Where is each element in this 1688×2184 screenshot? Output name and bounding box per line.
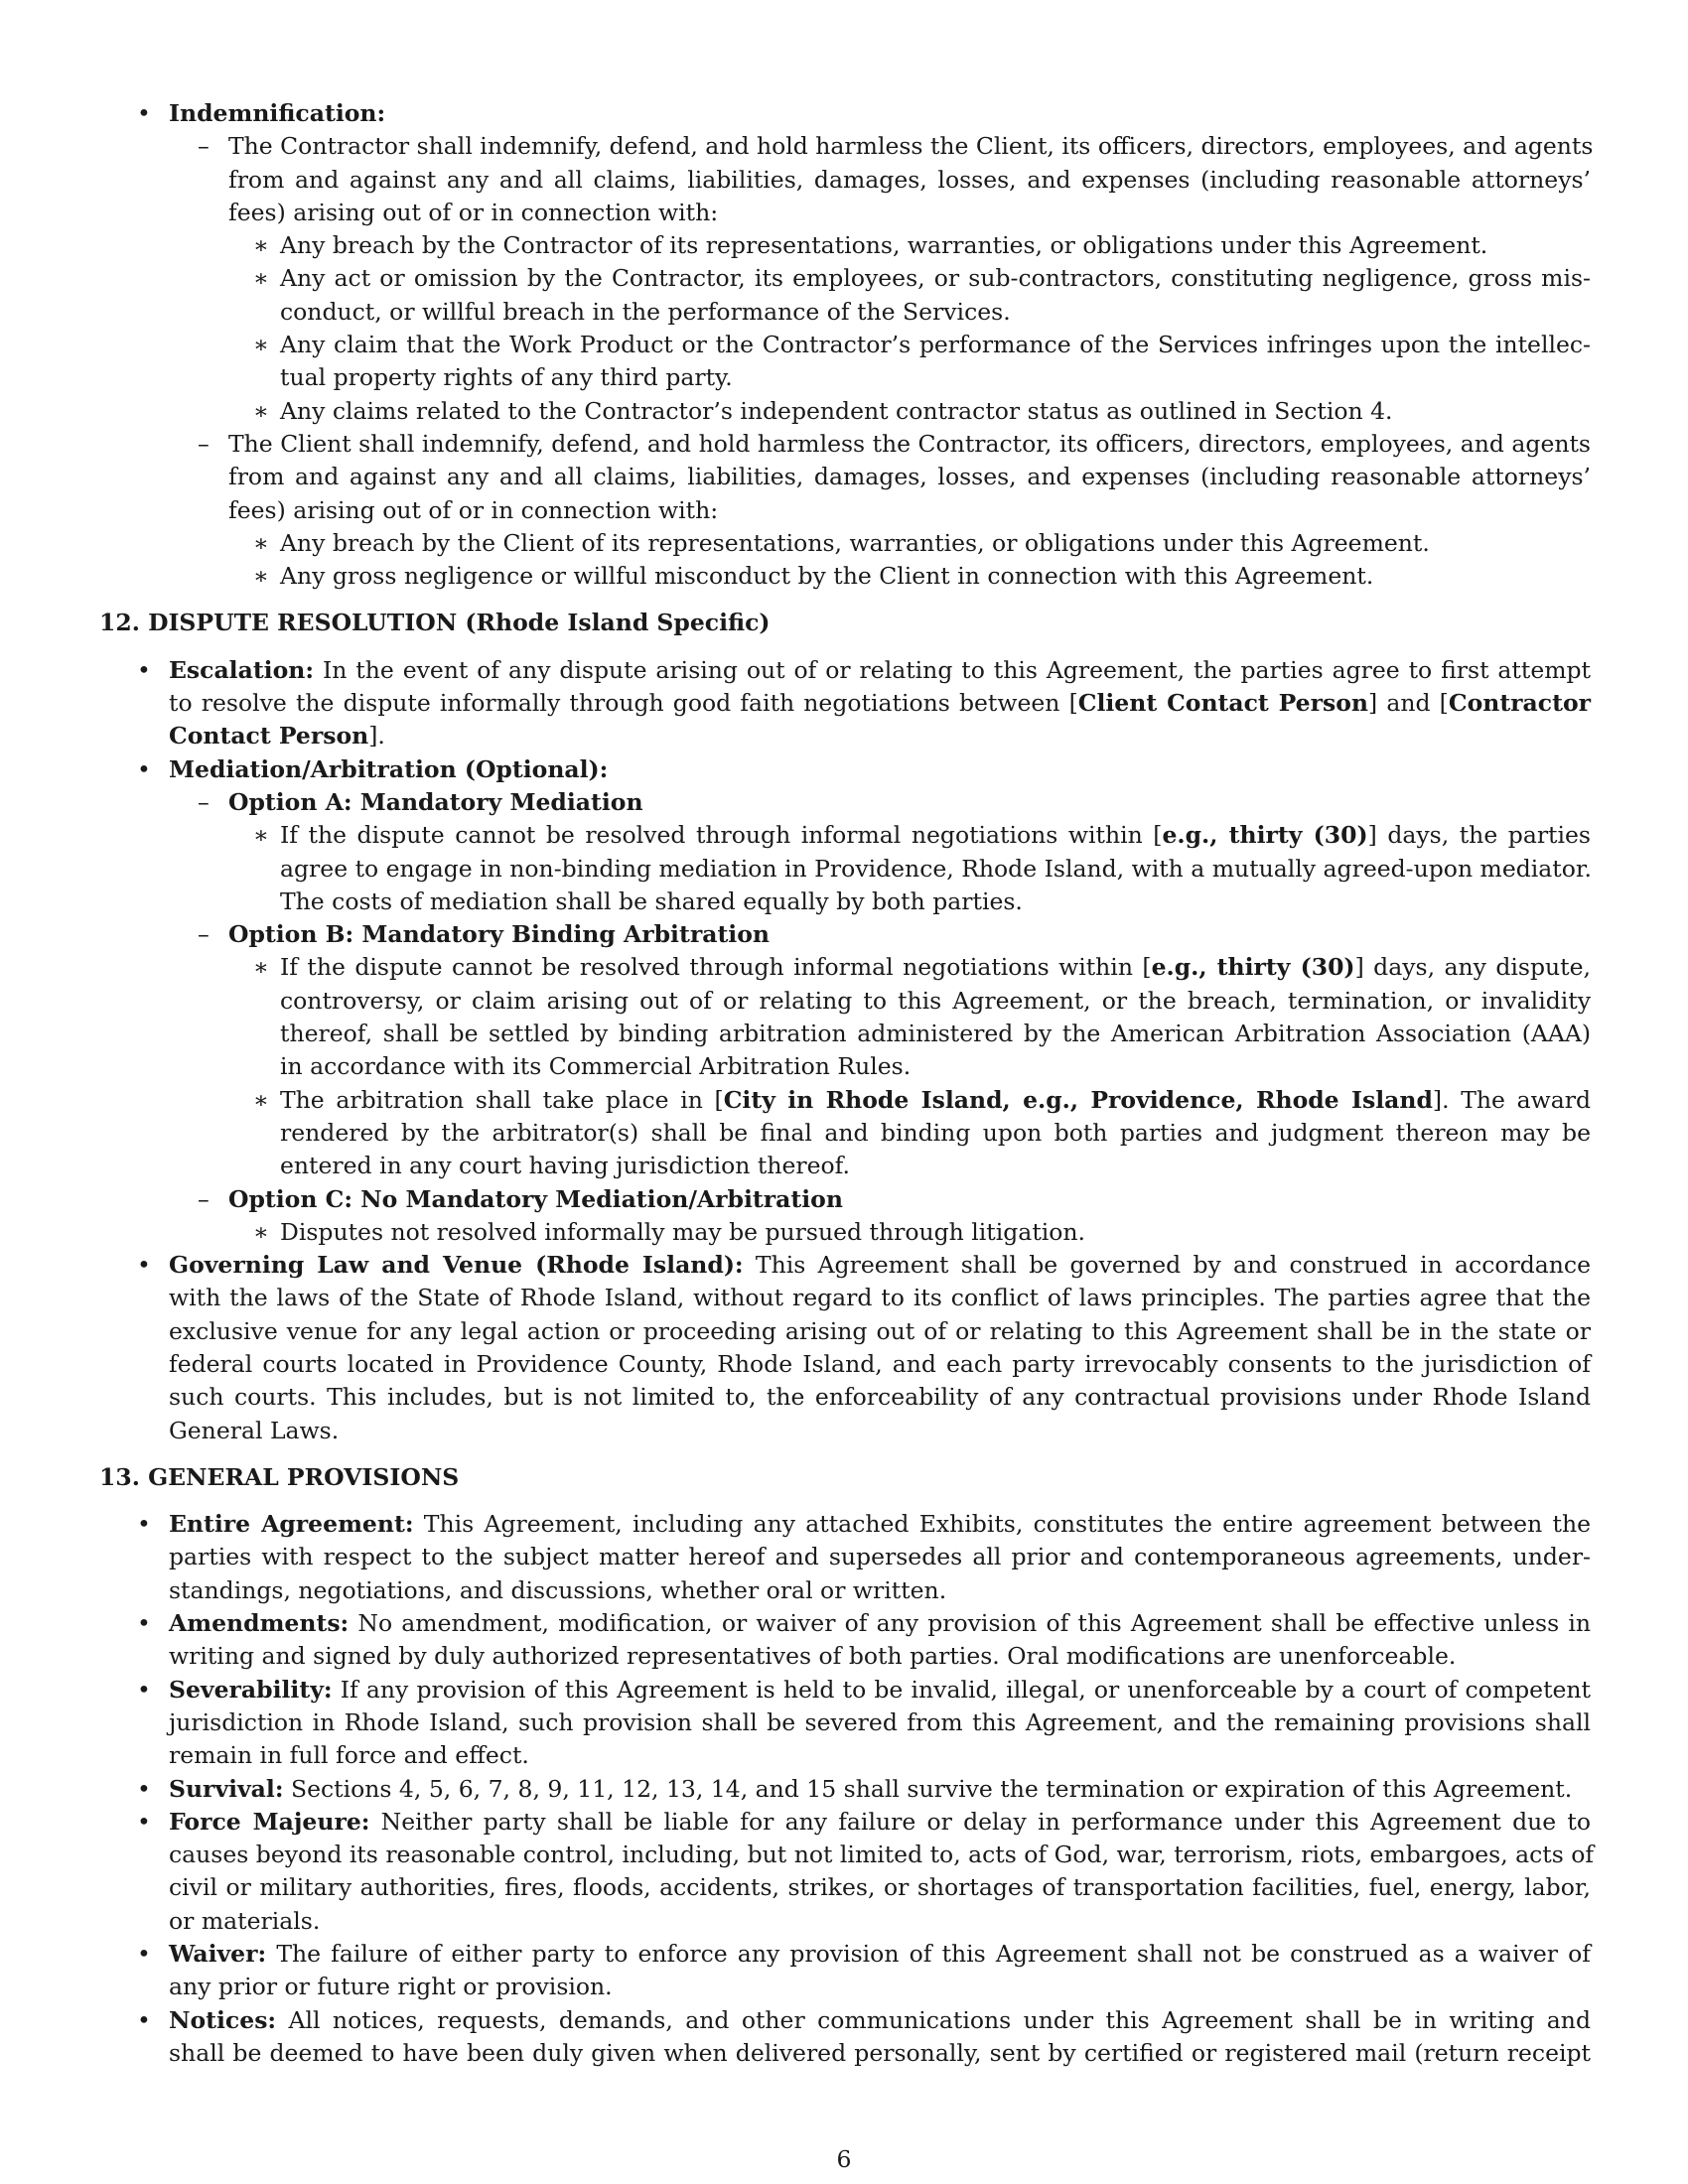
text-line	[99, 819, 1591, 852]
bold-text: e.g., thirty (30)	[1162, 821, 1368, 850]
text-line	[99, 607, 1591, 639]
line-text	[169, 656, 1591, 684]
line-text	[169, 1609, 1591, 1637]
bold-text: Severability:	[169, 1675, 333, 1704]
line-text	[169, 722, 385, 750]
text-run: ] and [	[1368, 689, 1449, 718]
text-run: ] days, any dispute,	[1354, 953, 1591, 982]
text-line	[99, 527, 1591, 560]
line-text	[169, 1907, 320, 1935]
text-line	[99, 1216, 1591, 1249]
bold-text: e.g., thirty (30)	[1151, 953, 1355, 982]
text-line	[99, 1607, 1591, 1640]
line-text	[280, 1086, 1591, 1114]
text-run: such courts. This includes, but is not limited to, the enforceability of any contractual provisions under Rhode Island	[169, 1383, 1591, 1412]
sub-sub-item	[99, 1216, 1591, 1249]
bold-text: City in Rhode Island, e.g., Providence, Rhode Island	[723, 1085, 1433, 1114]
bold-text: Option A: Mandatory Mediation	[228, 787, 643, 816]
sub-sub-item	[99, 1084, 1591, 1183]
text-run: with the laws of the State of Rhode Island, without regard to its conflict of laws principles. The parties agree that the	[169, 1284, 1591, 1312]
text-run: The arbitration shall take place in [	[280, 1085, 724, 1114]
bold-text: Mediation/Arbitration (Optional):	[169, 754, 609, 783]
text-run: Sections 4, 5, 6, 7, 8, 9, 11, 12, 13, 14, and 15 shall survive the termination or expiration of this Agreement.	[283, 1774, 1573, 1803]
line-text	[169, 1251, 1591, 1279]
text-line	[99, 753, 1591, 786]
line-text	[280, 887, 1023, 915]
text-line	[99, 853, 1591, 886]
line-text	[169, 1676, 1591, 1704]
line-text	[280, 855, 1592, 883]
text-line	[99, 1971, 1591, 2003]
text-run: If the dispute cannot be resolved through informal negotiations within [	[280, 821, 1163, 850]
line-text	[280, 987, 1591, 1015]
line-text	[169, 1510, 1591, 1538]
bold-text: Survival:	[169, 1774, 284, 1803]
text-line	[99, 918, 1591, 951]
page-body	[99, 97, 1595, 2070]
line-text	[169, 1741, 529, 1769]
text-run: controversy, or claim arising out of or relating to this Agreement, or the breach, termination, or invalidity	[280, 986, 1591, 1015]
text-run: ] days, the parties	[1367, 821, 1591, 850]
text-line	[99, 1348, 1591, 1381]
text-line	[99, 1249, 1591, 1282]
line-text	[169, 1383, 1591, 1411]
bullet-item	[99, 753, 1591, 786]
sub-sub-item	[99, 395, 1591, 428]
bullet-marker: •	[137, 99, 151, 127]
text-line	[99, 1282, 1591, 1314]
text-run: fees) arising out of or in connection with:	[228, 495, 719, 524]
text-run: jurisdiction in Rhode Island, such provision shall be severed from this Agreement, and the remaining provisions shall	[169, 1707, 1591, 1736]
bullet-marker: •	[137, 2005, 151, 2034]
bullet-marker: •	[137, 1807, 151, 1836]
line-text	[169, 99, 385, 127]
line-text	[99, 1463, 459, 1491]
bold-text: Contractor	[1448, 689, 1592, 718]
line-text	[228, 496, 718, 524]
bullet-marker: •	[137, 754, 151, 783]
line-text	[169, 1317, 1591, 1345]
asterisk-marker: ∗	[253, 264, 269, 293]
text-run: ].	[368, 722, 385, 751]
asterisk-marker: ∗	[253, 1217, 269, 1246]
line-text	[169, 1775, 1572, 1803]
line-text	[169, 1841, 1594, 1868]
line-text	[228, 132, 1593, 160]
line-text	[228, 166, 1591, 194]
line-text	[280, 298, 1011, 326]
text-line	[99, 1674, 1591, 1706]
line-text	[280, 953, 1591, 981]
line-text	[280, 1218, 1085, 1246]
line-text	[169, 1873, 1591, 1901]
line-text	[169, 1417, 339, 1444]
line-text	[280, 821, 1591, 849]
text-line	[99, 951, 1591, 984]
text-line	[99, 1381, 1591, 1414]
section-heading	[99, 1461, 1591, 1494]
bold-text: Contact Person	[169, 722, 369, 751]
sub-sub-item	[99, 819, 1591, 918]
text-line	[99, 687, 1591, 720]
text-run: If the dispute cannot be resolved through informal negotiations within [	[280, 953, 1152, 982]
dash-marker: –	[198, 787, 210, 816]
text-run: Any gross negligence or willful misconduct by the Client in connection with this Agreement.	[280, 562, 1374, 591]
bold-text: Escalation:	[169, 655, 315, 684]
line-text	[280, 397, 1393, 425]
dash-marker: –	[198, 1184, 210, 1213]
text-run: parties with respect to the subject matter hereof and supersedes all prior and contemporaneous agreements, under-	[169, 1543, 1591, 1571]
bullet-marker: •	[137, 1774, 151, 1803]
text-line	[99, 262, 1591, 295]
sub-sub-item	[99, 527, 1591, 560]
bold-text: Force Majeure:	[169, 1807, 370, 1836]
text-run: causes beyond its reasonable control, including, but not limited to, acts of God, war, terrorism, riots, embargoes, acts of	[169, 1841, 1595, 1869]
text-line	[99, 2004, 1591, 2037]
text-line	[99, 1839, 1595, 1871]
text-run: entered in any court having jurisdiction thereof.	[280, 1152, 851, 1180]
text-run: Disputes not resolved informally may be pursued through litigation.	[280, 1217, 1086, 1246]
line-text	[280, 1052, 911, 1080]
sub-sub-item	[99, 229, 1591, 262]
text-line	[99, 985, 1591, 1018]
bold-text: Waiver:	[169, 1940, 267, 1969]
line-text	[169, 1708, 1591, 1736]
text-line	[99, 1706, 1591, 1739]
text-line	[99, 1508, 1591, 1541]
sub-item	[99, 918, 1591, 951]
line-text	[228, 430, 1591, 458]
line-text	[169, 1642, 1456, 1670]
bold-text: Entire Agreement:	[169, 1510, 414, 1539]
asterisk-marker: ∗	[253, 821, 269, 850]
bold-text: 13. GENERAL PROVISIONS	[99, 1462, 460, 1491]
text-line	[99, 786, 1591, 819]
text-run: Neither party shall be liable for any failure or delay in performance under this Agreement due to	[369, 1807, 1591, 1836]
text-run: Any claim that the Work Product or the Contractor’s performance of the Services infringes upon the intellec-	[280, 331, 1591, 359]
text-run: federal courts located in Providence County, Rhode Island, and each party irrevocably consents to the jurisdiction of	[169, 1349, 1591, 1378]
line-text	[280, 363, 733, 391]
text-line	[99, 1018, 1591, 1050]
text-line	[99, 1806, 1591, 1839]
text-run: The costs of mediation shall be shared equally by both parties.	[280, 887, 1023, 915]
bullet-marker: •	[137, 1251, 151, 1280]
text-run: conduct, or willful breach in the performance of the Services.	[280, 297, 1011, 326]
asterisk-marker: ∗	[253, 396, 269, 425]
text-run: civil or military authorities, fires, floods, accidents, strikes, or shortages of transportation facilities, fuel, energy, labor,	[169, 1873, 1591, 1902]
sub-item	[99, 1183, 1591, 1216]
text-line	[99, 296, 1591, 329]
sub-item	[99, 428, 1591, 527]
bold-text: Amendments:	[169, 1609, 350, 1638]
sub-sub-item	[99, 951, 1591, 1083]
bold-text: Client Contact Person	[1077, 689, 1369, 718]
bullet-item	[99, 1508, 1591, 1607]
text-run: ]. The award	[1432, 1085, 1591, 1114]
bold-text: Notices:	[169, 2005, 277, 2034]
text-line	[99, 361, 1591, 394]
text-line	[99, 1084, 1591, 1117]
text-line	[99, 1871, 1591, 1904]
line-text	[169, 755, 608, 783]
bullet-marker: •	[137, 1940, 151, 1969]
text-run: standings, negotiations, and discussions, whether oral or written.	[169, 1575, 947, 1604]
text-line	[99, 1117, 1591, 1150]
line-text	[169, 2006, 1591, 2034]
bullet-item	[99, 1249, 1591, 1447]
line-text	[228, 199, 718, 226]
bullet-item	[99, 97, 1591, 130]
text-line	[99, 229, 1591, 262]
bold-text: 12. DISPUTE RESOLUTION (Rhode Island Specific)	[99, 609, 771, 637]
text-line	[99, 1541, 1591, 1573]
dash-marker: –	[198, 920, 210, 949]
line-text	[169, 1973, 613, 2000]
text-line	[99, 164, 1591, 197]
asterisk-marker: ∗	[253, 231, 269, 260]
line-text	[280, 1020, 1591, 1047]
text-line	[99, 1050, 1591, 1083]
text-run: Any breach by the Contractor of its representations, warranties, or obligations under this Agreement.	[280, 231, 1488, 260]
line-text	[169, 1350, 1591, 1378]
text-run: The Client shall indemnify, defend, and hold harmless the Contractor, its officers, directors, employees, and agents	[228, 429, 1591, 458]
text-line	[99, 2037, 1591, 2070]
text-run: fees) arising out of or in connection with:	[228, 198, 719, 226]
text-run: agree to engage in non-binding mediation in Providence, Rhode Island, with a mutually agreed-upon mediator.	[280, 854, 1593, 883]
asterisk-marker: ∗	[253, 528, 269, 557]
text-run: rendered by the arbitrator(s) shall be final and binding upon both parties and judgment thereon may be	[280, 1118, 1591, 1147]
line-text	[280, 529, 1430, 557]
bold-text: Option B: Mandatory Binding Arbitration	[228, 920, 770, 949]
asterisk-marker: ∗	[253, 953, 269, 982]
bullet-marker: •	[137, 1675, 151, 1704]
bullet-item	[99, 654, 1591, 753]
text-line	[99, 329, 1591, 361]
sub-sub-item	[99, 262, 1591, 329]
line-text	[99, 609, 771, 636]
text-line	[99, 1315, 1591, 1348]
text-line	[99, 1415, 1591, 1447]
text-line	[99, 428, 1591, 461]
section-heading	[99, 607, 1591, 639]
line-text	[280, 562, 1373, 590]
text-line	[99, 1640, 1591, 1673]
bullet-item	[99, 2004, 1591, 2071]
text-run: thereof, shall be settled by binding arbitration administered by the American Arbitration Association (AAA)	[280, 1020, 1591, 1048]
line-text	[169, 2039, 1591, 2067]
text-run: exclusive venue for any legal action or proceeding arising out of or relating to this Agreement shall be in the state or	[169, 1316, 1591, 1345]
text-line	[99, 1938, 1591, 1971]
line-text	[228, 463, 1591, 490]
text-line	[99, 1461, 1591, 1494]
line-text	[169, 1284, 1591, 1311]
bullet-item	[99, 1806, 1595, 1938]
bullet-marker: •	[137, 1609, 151, 1638]
text-line	[99, 395, 1591, 428]
text-line	[99, 130, 1594, 163]
text-run: In the event of any dispute arising out of or relating to this Agreement, the parties agree to first attempt	[314, 655, 1591, 684]
dash-marker: –	[198, 429, 210, 458]
text-run: If any provision of this Agreement is held to be invalid, illegal, or unenforceable by a court of competent	[332, 1675, 1591, 1704]
asterisk-marker: ∗	[253, 1085, 269, 1114]
text-run: The failure of either party to enforce any provision of this Agreement shall not be construed as a waiver of	[266, 1940, 1591, 1969]
asterisk-marker: ∗	[253, 562, 269, 591]
text-run: General Laws.	[169, 1416, 340, 1444]
line-text	[280, 1152, 850, 1179]
text-run: This Agreement, including any attached Exhibits, constitutes the entire agreement between the	[413, 1510, 1591, 1539]
text-run: writing and signed by duly authorized representatives of both parties. Oral modifications are unenforceable.	[169, 1642, 1457, 1671]
text-line	[99, 1574, 1591, 1607]
asterisk-marker: ∗	[253, 331, 269, 359]
text-run: remain in full force and effect.	[169, 1741, 529, 1770]
text-run: Any claims related to the Contractor’s independent contractor status as outlined in Section 4.	[280, 396, 1393, 425]
text-line	[99, 1150, 1591, 1182]
bold-text: Option C: No Mandatory Mediation/Arbitration	[228, 1184, 843, 1213]
text-line	[99, 654, 1591, 687]
text-line	[99, 461, 1591, 493]
sub-sub-item	[99, 329, 1591, 395]
sub-item	[99, 130, 1594, 229]
line-text	[280, 331, 1591, 358]
dash-marker: –	[198, 132, 210, 161]
text-run: Any act or omission by the Contractor, its employees, or sub-contractors, constituting negligence, gross mis-	[280, 264, 1591, 293]
text-run: to resolve the dispute informally through good faith negotiations between [	[169, 689, 1078, 718]
text-run: All notices, requests, demands, and other communications under this Agreement shall be in writing and	[276, 2005, 1591, 2034]
text-line	[99, 1773, 1591, 1806]
bullet-item	[99, 1607, 1591, 1674]
text-run: tual property rights of any third party.	[280, 363, 733, 392]
line-text	[169, 1808, 1591, 1836]
text-run: No amendment, modification, or waiver of any provision of this Agreement shall be effective unless in	[349, 1609, 1591, 1638]
line-text	[280, 231, 1487, 259]
line-text	[228, 920, 770, 948]
text-line	[99, 560, 1591, 593]
bullet-marker: •	[137, 1510, 151, 1539]
text-run: any prior or future right or provision.	[169, 1973, 613, 2001]
line-text	[280, 264, 1591, 292]
page-number: 6	[836, 2145, 852, 2173]
text-run: The Contractor shall indemnify, defend, and hold harmless the Client, its officers, directors, employees, and agents	[228, 132, 1594, 161]
line-text	[169, 1543, 1591, 1570]
text-run: This Agreement shall be governed by and construed in accordance	[743, 1251, 1591, 1280]
bold-text: Governing Law and Venue (Rhode Island):	[169, 1251, 744, 1280]
bullet-item	[99, 1938, 1591, 2004]
bold-text: Indemnification:	[169, 99, 386, 127]
text-line	[99, 886, 1591, 918]
line-text	[169, 689, 1591, 717]
text-run: Any breach by the Client of its representations, warranties, or obligations under this Agreement.	[280, 528, 1430, 557]
line-text	[228, 1185, 843, 1213]
text-run: in accordance with its Commercial Arbitration Rules.	[280, 1052, 912, 1081]
text-line	[99, 197, 1591, 229]
text-line	[99, 720, 1591, 752]
line-text	[169, 1940, 1591, 1968]
line-text	[169, 1576, 946, 1604]
text-line	[99, 1739, 1591, 1772]
bullet-item	[99, 1773, 1591, 1806]
text-run: from and against any and all claims, liabilities, damages, losses, and expenses (including reasonable attorneys’	[228, 463, 1591, 491]
sub-item	[99, 786, 1591, 819]
text-line	[99, 1905, 1591, 1938]
text-line	[99, 494, 1591, 527]
line-text	[280, 1119, 1591, 1147]
text-line	[99, 1183, 1591, 1216]
sub-sub-item	[99, 560, 1591, 593]
text-line	[99, 97, 1591, 130]
line-text	[228, 788, 643, 816]
bullet-marker: •	[137, 655, 151, 684]
text-run: or materials.	[169, 1906, 321, 1935]
bullet-item	[99, 1674, 1591, 1773]
text-run: shall be deemed to have been duly given when delivered personally, sent by certified or registered mail (return receipt	[169, 2038, 1591, 2067]
text-run: from and against any and all claims, liabilities, damages, losses, and expenses (including reasonable attorneys’	[228, 165, 1591, 194]
